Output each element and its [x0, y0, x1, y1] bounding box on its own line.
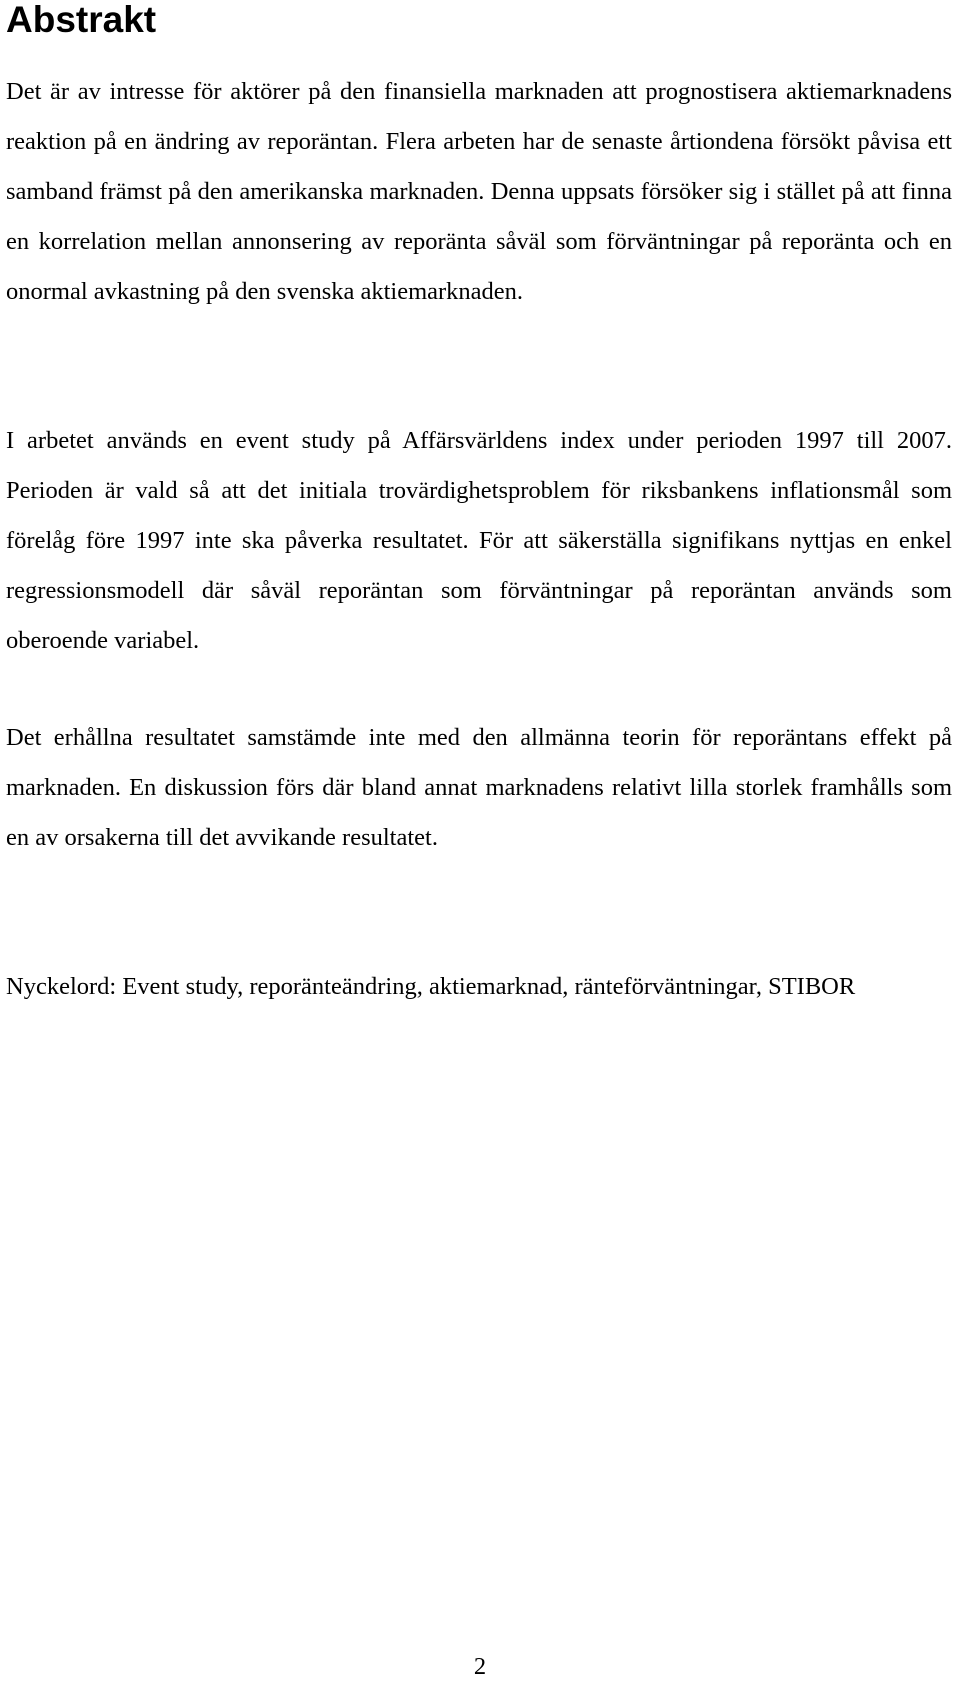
- keywords-line: Nyckelord: Event study, reporänteändring, aktiemarknad, ränteförväntningar, STIBOR: [6, 973, 856, 1000]
- abstract-paragraph-3: Det erhållna resultatet samstämde inte med den allmänna teorin för reporäntans effekt på marknaden. En diskussion förs där bland annat marknadens relativt lilla storlek framhålls som en av orsakerna till det avvikande resultatet.: [6, 724, 952, 851]
- abstract-paragraph-1: Det är av intresse för aktörer på den finansiella marknaden att prognostisera aktiemarknadens reaktion på en ändring av reporäntan. Flera arbeten har de senaste årtiondena försökt påvisa ett samband främst på den amerikanska marknaden. Denna uppsats försöker sig i stället på att finna en korrelation mellan annonsering av reporänta såväl som förväntningar på reporänta och en onormal avkastning på den svenska aktiemarknaden.: [6, 78, 952, 305]
- abstract-heading: Abstrakt: [6, 0, 157, 40]
- page-number: 2: [473, 1653, 487, 1680]
- abstract-paragraph-2: I arbetet används en event study på Affärsvärldens index under perioden 1997 till 2007. Perioden är vald så att det initiala trovärdighetsproblem för riksbankens inflationsmål som förelåg före 1997 inte ska påverka resultatet. För att säkerställa signifikans nyttjas en enkel regressionsmodell där såväl reporäntan som förväntningar på reporäntan används som oberoende variabel.: [6, 427, 952, 654]
